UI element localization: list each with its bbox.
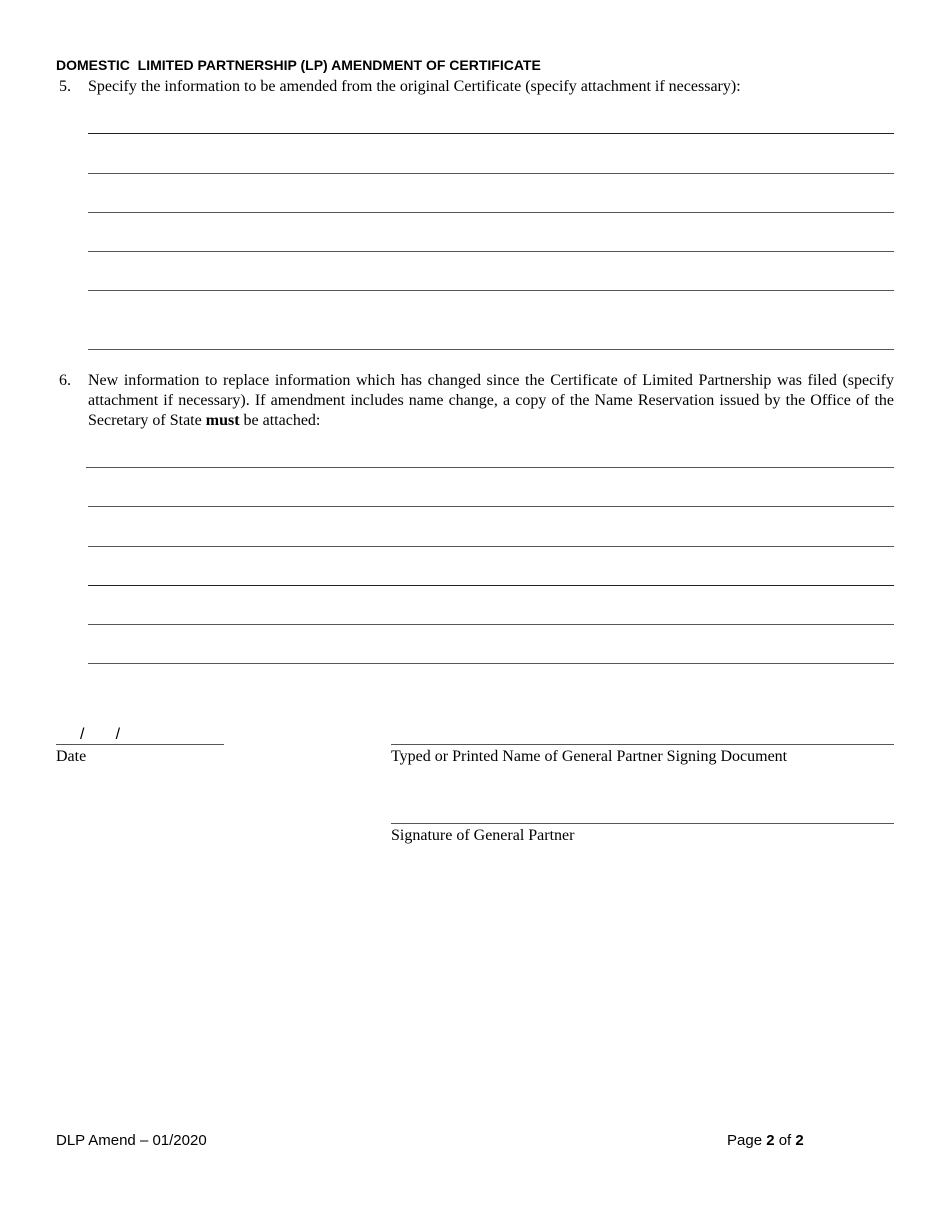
date-separators: / /: [80, 726, 121, 743]
signature-label: Signature of General Partner: [391, 827, 575, 844]
item-6-entry-line-4[interactable]: [88, 585, 894, 586]
form-title: DOMESTIC LIMITED PARTNERSHIP (LP) AMENDMENT OF CERTIFICATE: [56, 57, 541, 73]
page-indicator: [727, 1132, 804, 1149]
item-6-text-end: be attached:: [239, 412, 321, 429]
item-6-instruction: [88, 371, 894, 431]
signature-field-line[interactable]: [391, 823, 894, 824]
page-current: 2: [766, 1132, 775, 1149]
item-6-entry-line-6[interactable]: [88, 663, 894, 664]
typed-name-field-line[interactable]: [391, 744, 894, 745]
item-5-entry-line-2[interactable]: [88, 173, 894, 174]
item-6-entry-line-5[interactable]: [88, 624, 894, 625]
date-label: Date: [56, 748, 87, 765]
item-6-text-start: New information to replace information which has changed since the Certificate of Limited Partnership was filed (specify attachment if necessary). If amendment includes name change, a copy of the Name Reservation issued by the Office of the Secretary of State: [88, 372, 894, 429]
form-id: DLP Amend – 01/2020: [56, 1132, 207, 1149]
date-field-line[interactable]: [56, 744, 224, 745]
item-6-entry-line-2[interactable]: [88, 506, 894, 507]
item-5-entry-line-5[interactable]: [88, 290, 894, 291]
item-6-emphasis: must: [205, 412, 240, 429]
item-6-entry-line-3[interactable]: [88, 546, 894, 547]
item-5-entry-line-4[interactable]: [88, 251, 894, 252]
item-5-entry-line-3[interactable]: [88, 212, 894, 213]
item-5-instruction: Specify the information to be amended from the original Certificate (specify attachment if necessary):: [88, 78, 741, 95]
page-total: 2: [795, 1132, 804, 1149]
item-5-entry-line-6[interactable]: [88, 349, 894, 350]
item-5-number: 5.: [59, 78, 71, 95]
item-6-entry-line-1[interactable]: [86, 467, 894, 468]
typed-name-label: Typed or Printed Name of General Partner Signing Document: [391, 748, 788, 765]
page-prefix: Page: [727, 1132, 767, 1149]
page-of: of: [774, 1132, 796, 1149]
item-5-entry-line-1[interactable]: [88, 133, 894, 134]
item-6-number: 6.: [59, 372, 71, 389]
